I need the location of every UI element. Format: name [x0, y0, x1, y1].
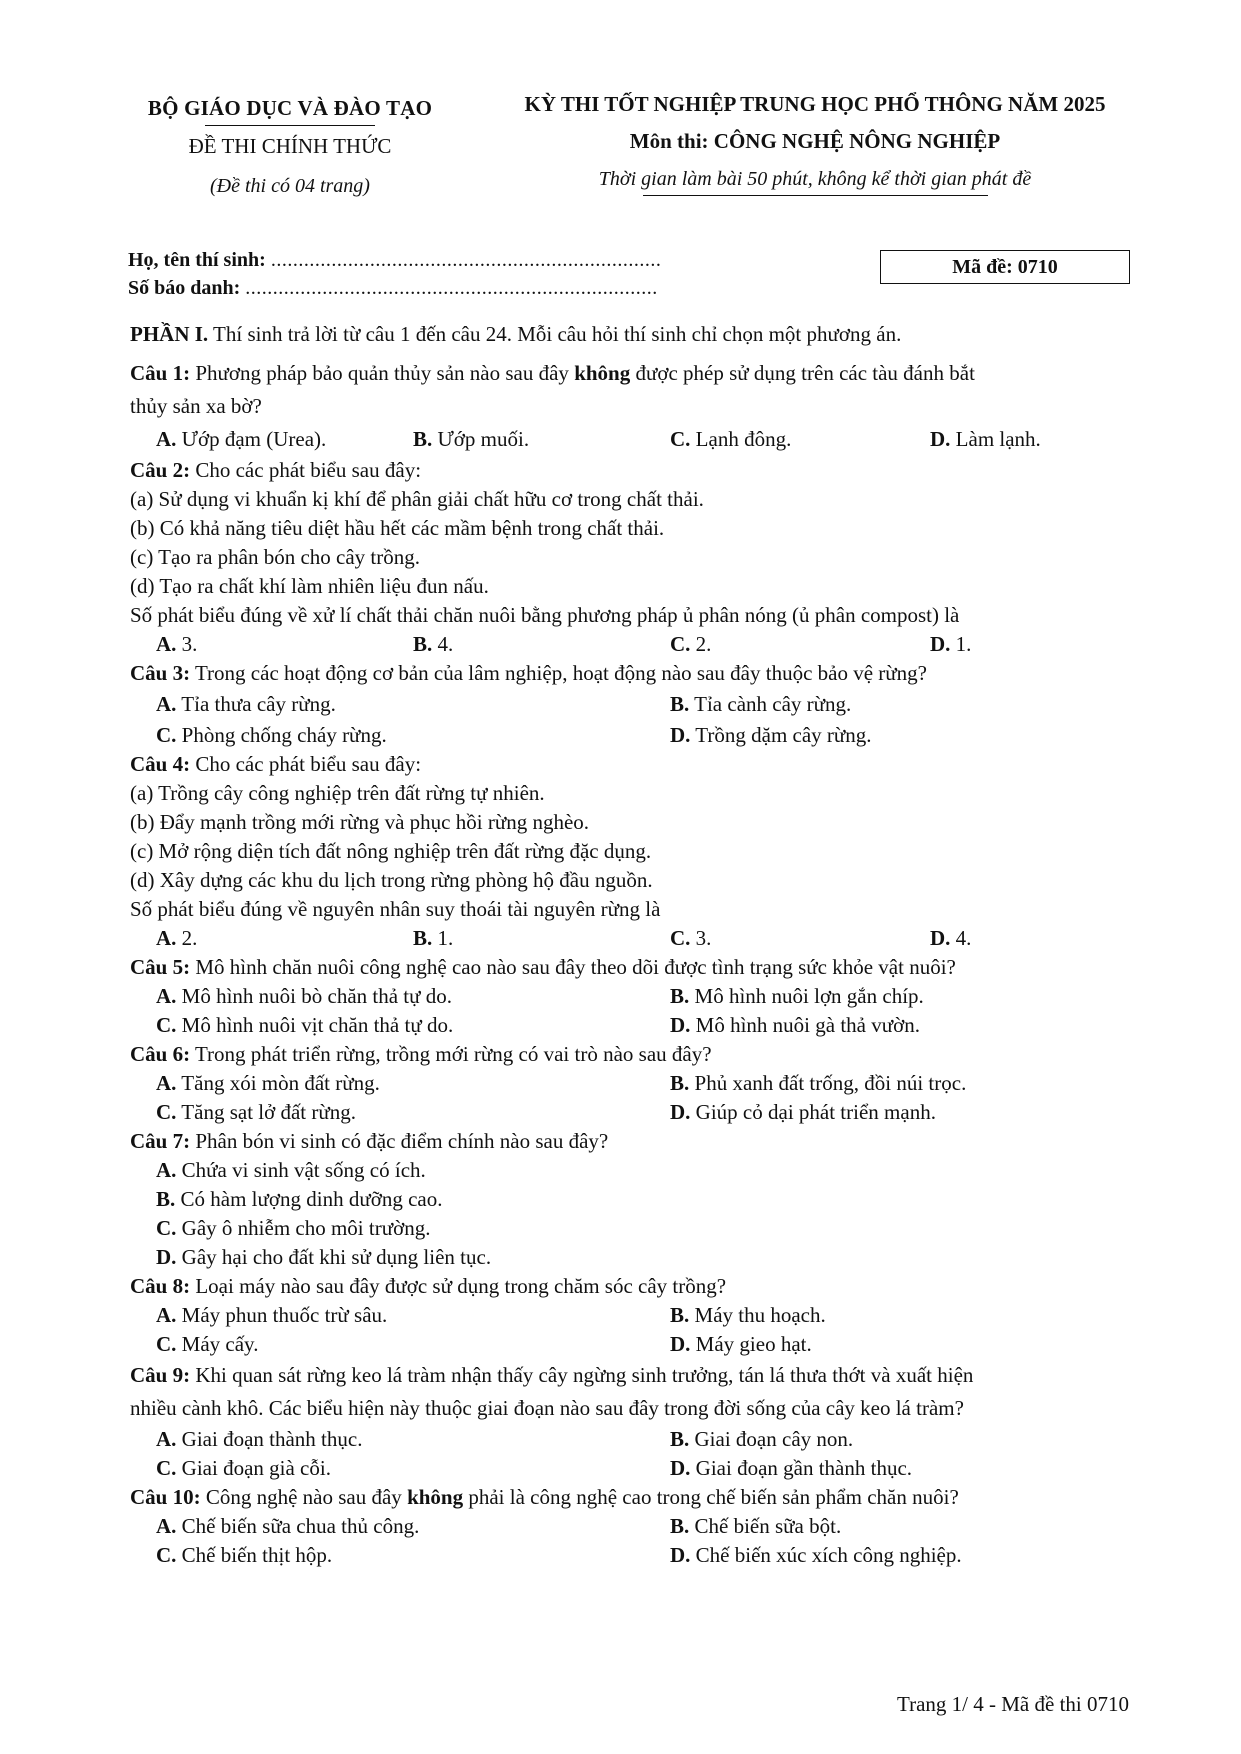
exam-code-label: Mã đề:: [952, 256, 1013, 278]
question-2: [130, 456, 1140, 485]
question-text: Cho các phát biểu sau đây:: [195, 458, 422, 482]
option-d: D. 1.: [930, 632, 972, 656]
options-row: [130, 423, 1140, 456]
option-d: D. Làm lạnh.: [930, 427, 1041, 451]
options-row: [130, 1512, 1140, 1541]
question-number: Câu 5:: [130, 955, 191, 979]
subject-name: CÔNG NGHỆ NÔNG NGHIỆP: [713, 129, 1001, 153]
option-b: B. Phủ xanh đất trống, đồi núi trọc.: [670, 1071, 967, 1095]
header-right: [480, 92, 1150, 196]
question-emphasis: không: [574, 361, 631, 385]
statement-item: (a) Sử dụng vi khuẩn kị khí để phân giải chất hữu cơ trong chất thải.: [130, 487, 704, 511]
option-a: A. Chế biến sữa chua thủ công.: [156, 1514, 420, 1538]
question-8: [130, 1272, 1140, 1301]
options-row: [130, 982, 1140, 1011]
question-text: Trong các hoạt động cơ bản của lâm nghiệp, hoạt động nào sau đây thuộc bảo vệ rừng?: [194, 661, 927, 685]
option-a: A. Tăng xói mòn đất rừng.: [156, 1071, 380, 1095]
options-row: [130, 721, 1140, 750]
candidate-id-label: Số báo danh:: [128, 277, 241, 299]
question-number: Câu 2:: [130, 458, 191, 482]
question-text: Khi quan sát rừng keo lá tràm nhận thấy cây ngừng sinh trưởng, tán lá thưa thớt và xuất hiện: [195, 1363, 974, 1387]
time-note: Thời gian làm bài 50 phút, không kể thời gian phát đề: [598, 168, 1032, 190]
options-row: [130, 1098, 1140, 1127]
candidate-info: [128, 246, 661, 302]
part-1-instruction: [130, 318, 1140, 351]
option-b: B. Mô hình nuôi lợn gắn chíp.: [670, 984, 924, 1008]
option-a: A. Giai đoạn thành thục.: [156, 1427, 363, 1451]
option-a: A. Chứa vi sinh vật sống có ích.: [156, 1158, 426, 1182]
question-number: Câu 10:: [130, 1485, 201, 1509]
statement-item: (b) Có khả năng tiêu diệt hầu hết các mầm bệnh trong chất thải.: [130, 516, 665, 540]
option-c: C. Phòng chống cháy rừng.: [156, 723, 387, 747]
option-b: B. Có hàm lượng dinh dưỡng cao.: [156, 1187, 443, 1211]
subject-line: [480, 129, 1150, 154]
option-a: A. Máy phun thuốc trừ sâu.: [156, 1303, 388, 1327]
header-divider: [205, 125, 375, 126]
question-9: [130, 1359, 1140, 1392]
question-stem: Số phát biểu đúng về nguyên nhân suy thoái tài nguyên rừng là: [130, 897, 661, 921]
question-text: Công nghệ nào sau đây: [205, 1485, 402, 1509]
option-d: D. Máy gieo hạt.: [670, 1332, 812, 1356]
question-text: thủy sản xa bờ?: [130, 394, 262, 418]
options-row: [130, 1330, 1140, 1359]
option-c: C. Lạnh đông.: [670, 427, 792, 451]
question-1: [130, 357, 1140, 390]
option-c: C. Máy cấy.: [156, 1332, 259, 1356]
question-number: Câu 6:: [130, 1042, 191, 1066]
question-number: Câu 1:: [130, 361, 191, 385]
option-d: D. Giúp cỏ dại phát triển mạnh.: [670, 1100, 936, 1124]
option-c: C. Mô hình nuôi vịt chăn thả tự do.: [156, 1013, 454, 1037]
question-6: [130, 1040, 1140, 1069]
statement-item: (d) Xây dựng các khu du lịch trong rừng phòng hộ đầu nguồn.: [130, 868, 653, 892]
question-number: Câu 4:: [130, 752, 191, 776]
candidate-id-field: ...........................................................................: [245, 277, 658, 299]
option-b: B. 1.: [413, 926, 454, 950]
question-10: [130, 1483, 1140, 1512]
official-label: ĐỀ THI CHÍNH THỨC: [188, 134, 392, 158]
question-text-continued: [130, 390, 1140, 423]
option-a: A. Ướp đạm (Urea).: [156, 427, 327, 451]
part-1-label: PHẦN I.: [130, 322, 209, 346]
question-text: Phương pháp bảo quản thủy sản nào sau đây: [195, 361, 569, 385]
option-b: B. Máy thu hoạch.: [670, 1303, 826, 1327]
statement-item: (c) Mở rộng diện tích đất nông nghiệp trên đất rừng đặc dụng.: [130, 839, 652, 863]
option-b: B. Giai đoạn cây non.: [670, 1427, 854, 1451]
option-d: D. Trồng dặm cây rừng.: [670, 723, 872, 747]
option-d: D. Gây hại cho đất khi sử dụng liên tục.: [156, 1245, 492, 1269]
options-row: [130, 1301, 1140, 1330]
option-a: A. Tỉa thưa cây rừng.: [156, 692, 336, 716]
question-4: [130, 750, 1140, 779]
question-emphasis: không: [407, 1485, 464, 1509]
candidate-name-label: Họ, tên thí sinh:: [128, 249, 266, 271]
option-c: C. Giai đoạn già cỗi.: [156, 1456, 331, 1480]
options-row: [130, 1541, 1140, 1570]
subject-label: Môn thi:: [629, 129, 709, 153]
question-text: được phép sử dụng trên các tàu đánh bắt: [635, 361, 975, 385]
statement-item: (b) Đẩy mạnh trồng mới rừng và phục hồi rừng nghèo.: [130, 810, 590, 834]
question-stem: Số phát biểu đúng về xử lí chất thải chăn nuôi bằng phương pháp ủ phân nóng (ủ phân compost) là: [130, 603, 960, 627]
exam-code-box: [880, 250, 1130, 284]
options-row: [130, 924, 1140, 953]
option-a: A. 2.: [156, 926, 198, 950]
questions: [130, 318, 1140, 1570]
question-text: Loại máy nào sau đây được sử dụng trong chăm sóc cây trồng?: [195, 1274, 727, 1298]
options-row: [130, 688, 1140, 721]
options-row: [130, 1069, 1140, 1098]
question-7: [130, 1127, 1140, 1156]
statement-item: (c) Tạo ra phân bón cho cây trồng.: [130, 545, 421, 569]
options-row: [130, 1454, 1140, 1483]
option-d: D. Chế biến xúc xích công nghiệp.: [670, 1543, 962, 1567]
candidate-id-row: [128, 274, 661, 302]
option-b: B. Chế biến sữa bột.: [670, 1514, 842, 1538]
question-5: [130, 953, 1140, 982]
statement-item: (a) Trồng cây công nghiệp trên đất rừng tự nhiên.: [130, 781, 545, 805]
question-text: Trong phát triển rừng, trồng mới rừng có vai trò nào sau đây?: [194, 1042, 712, 1066]
question-number: Câu 3:: [130, 661, 191, 685]
option-b: B. 4.: [413, 632, 454, 656]
candidate-name-row: [128, 246, 661, 274]
question-text: Cho các phát biểu sau đây:: [195, 752, 422, 776]
option-a: A. 3.: [156, 632, 198, 656]
question-number: Câu 7:: [130, 1129, 191, 1153]
option-c: C. Tăng sạt lở đất rừng.: [156, 1100, 356, 1124]
question-text-continued: nhiều cành khô. Các biểu hiện này thuộc giai đoạn nào sau đây trong đời sống của cây keo lá tràm?: [130, 1396, 964, 1420]
statement-item: (d) Tạo ra chất khí làm nhiên liệu đun nấu.: [130, 574, 489, 598]
option-c: C. Gây ô nhiễm cho môi trường.: [156, 1216, 431, 1240]
option-c: C. 3.: [670, 926, 712, 950]
question-3: [130, 659, 1140, 688]
option-b: B. Tỉa cành cây rừng.: [670, 692, 852, 716]
page-footer: Trang 1/ 4 - Mã đề thi 0710: [897, 1692, 1129, 1716]
option-d: D. 4.: [930, 926, 972, 950]
options-row: [130, 1425, 1140, 1454]
question-text: phải là công nghệ cao trong chế biến sản phẩm chăn nuôi?: [468, 1485, 959, 1509]
candidate-name-field: .......................................................................: [270, 249, 662, 271]
question-text: Mô hình chăn nuôi công nghệ cao nào sau đây theo dõi được tình trạng sức khỏe vật nuôi?: [195, 955, 956, 979]
option-b: B. Ướp muối.: [413, 427, 530, 451]
option-c: C. 2.: [670, 632, 712, 656]
exam-title: KỲ THI TỐT NGHIỆP TRUNG HỌC PHỔ THÔNG NĂM 2025: [524, 92, 1106, 116]
part-1-text: Thí sinh trả lời từ câu 1 đến câu 24. Mỗi câu hỏi thí sinh chỉ chọn một phương án.: [213, 322, 902, 346]
header-divider-right: [643, 195, 988, 196]
options-row: [130, 1011, 1140, 1040]
question-number: Câu 8:: [130, 1274, 191, 1298]
option-d: D. Mô hình nuôi gà thả vườn.: [670, 1013, 920, 1037]
question-number: Câu 9:: [130, 1363, 191, 1387]
option-d: D. Giai đoạn gần thành thục.: [670, 1456, 913, 1480]
pages-note: (Đề thi có 04 trang): [210, 175, 370, 197]
question-text: Phân bón vi sinh có đặc điểm chính nào sau đây?: [195, 1129, 609, 1153]
header-left: [120, 96, 460, 198]
exam-code-value: 0710: [1017, 256, 1058, 278]
option-c: C. Chế biến thịt hộp.: [156, 1543, 333, 1567]
ministry-name: BỘ GIÁO DỤC VÀ ĐÀO TẠO: [147, 96, 433, 120]
option-a: A. Mô hình nuôi bò chăn thả tự do.: [156, 984, 453, 1008]
options-row: [130, 630, 1140, 659]
